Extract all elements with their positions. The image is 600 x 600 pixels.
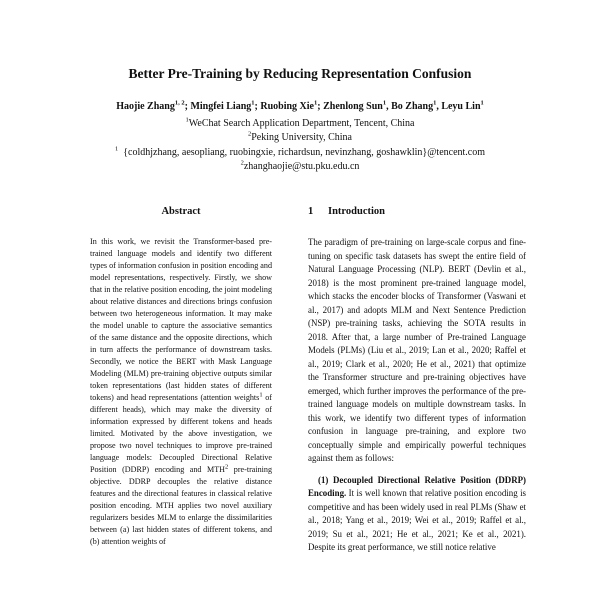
abstract-heading: Abstract	[161, 206, 201, 217]
author: Ruobing Xie$^1$;	[260, 99, 324, 112]
author: Mingfei Liang$^1$;	[190, 99, 261, 112]
email-pku: $^2$zhanghaojie@stu.pku.edu.cn	[240, 159, 360, 172]
author: Bo Zhang$^1$,	[391, 99, 442, 112]
paper-title: Better Pre-Training by Reducing Representation Confusion	[128, 66, 472, 81]
intro-paragraph-2: (1) Decoupled Directional Relative Position (DDRP) Encoding. It is well known that relative position encoding is competitive and has been widely used in real PLMs (Shaw et al., 2018; Yang et al., 2019; Wei et al., 2019; Raffel et al., 2019; Su et al., 2021; He et al., 2021; Ke et al., 2021). Despite its great performance, we still notice relative	[308, 474, 526, 552]
affiliation-tencent: $^1$WeChat Search Application Department, Tencent, China	[185, 116, 415, 129]
author: Haojie Zhang$^{1, 2}$;	[116, 99, 191, 112]
author: Leyu Lin$^1$	[441, 99, 484, 112]
affiliation-pku: $^2$Peking University, China	[248, 130, 352, 143]
section-heading-introduction: 1 Introduction	[308, 206, 385, 217]
email-tencent: $^1$ {coldhjzhang, aesopliang, ruobingxie, richardsun, nevinzhang, goshawklin}@tencent.com	[114, 145, 486, 158]
intro-paragraph-1: The paradigm of pre-training on large-scale corpus and fine-tuning on specific task datasets has swept the entire field of Natural Language Processing (NLP). BERT (Devlin et al., 2018) is the most prominent pre-trained language model, which stacks the encoder blocks of Transformer (Vaswani et al., 2017) and adopts MLM and Next Sentence Prediction (NSP) pre-training tasks, achieving the SOTA results in 2018. After that, a large number of Pre-trained Language Models (PLMs) (Liu et al., 2019; Lan et al., 2020; Raffel et al., 2019; Clark et al., 2020; He et al., 2021) that optimize the Transformer structure and pre-training objectives have emerged, which further improves the performance of the pre-trained language models on multiple downstream tasks. In this work, we identify two different types of information confusion in language pre-training, and explore two conceptually simple and empirically powerful techniques against them as follows:	[308, 237, 526, 463]
author: Zhenlong Sun$^1$,	[323, 99, 392, 112]
author-list	[0, 101, 600, 112]
introduction-text	[308, 236, 526, 563]
abstract-text: In this work, we revisit the Transformer-based pre-trained language models and identify two different types of information confusion in position encoding and model representations, respectively. Firstly, we show that in the relative position encoding, the joint modeling about relative distances and directions brings confusion between two heterogeneous information. It may make the model unable to capture the associative semantics of the same distance and the opposite directions, which in turn affects the performance of downstream tasks. Secondly, we notice the BERT with Mask Language Modeling (MLM) pre-training objective outputs similar token representations (last hidden states of different tokens) and head representations (attention weights$^1$ of different heads), which may make the diversity of information expressed by different tokens and heads limited. Motivated by the above investigation, we propose two novel techniques to improve pre-trained language models: Decoupled Directional Relative Position (DDRP) encoding and MTH$^2$ pre-training objective. DDRP decouples the relative distance features and the directional features in classical relative position encoding. MTH applies two novel auxiliary regularizers besides MLM to enlarge the dissimilarities between (a) last hidden states of different tokens, and (b) attention weights of	[90, 237, 273, 546]
